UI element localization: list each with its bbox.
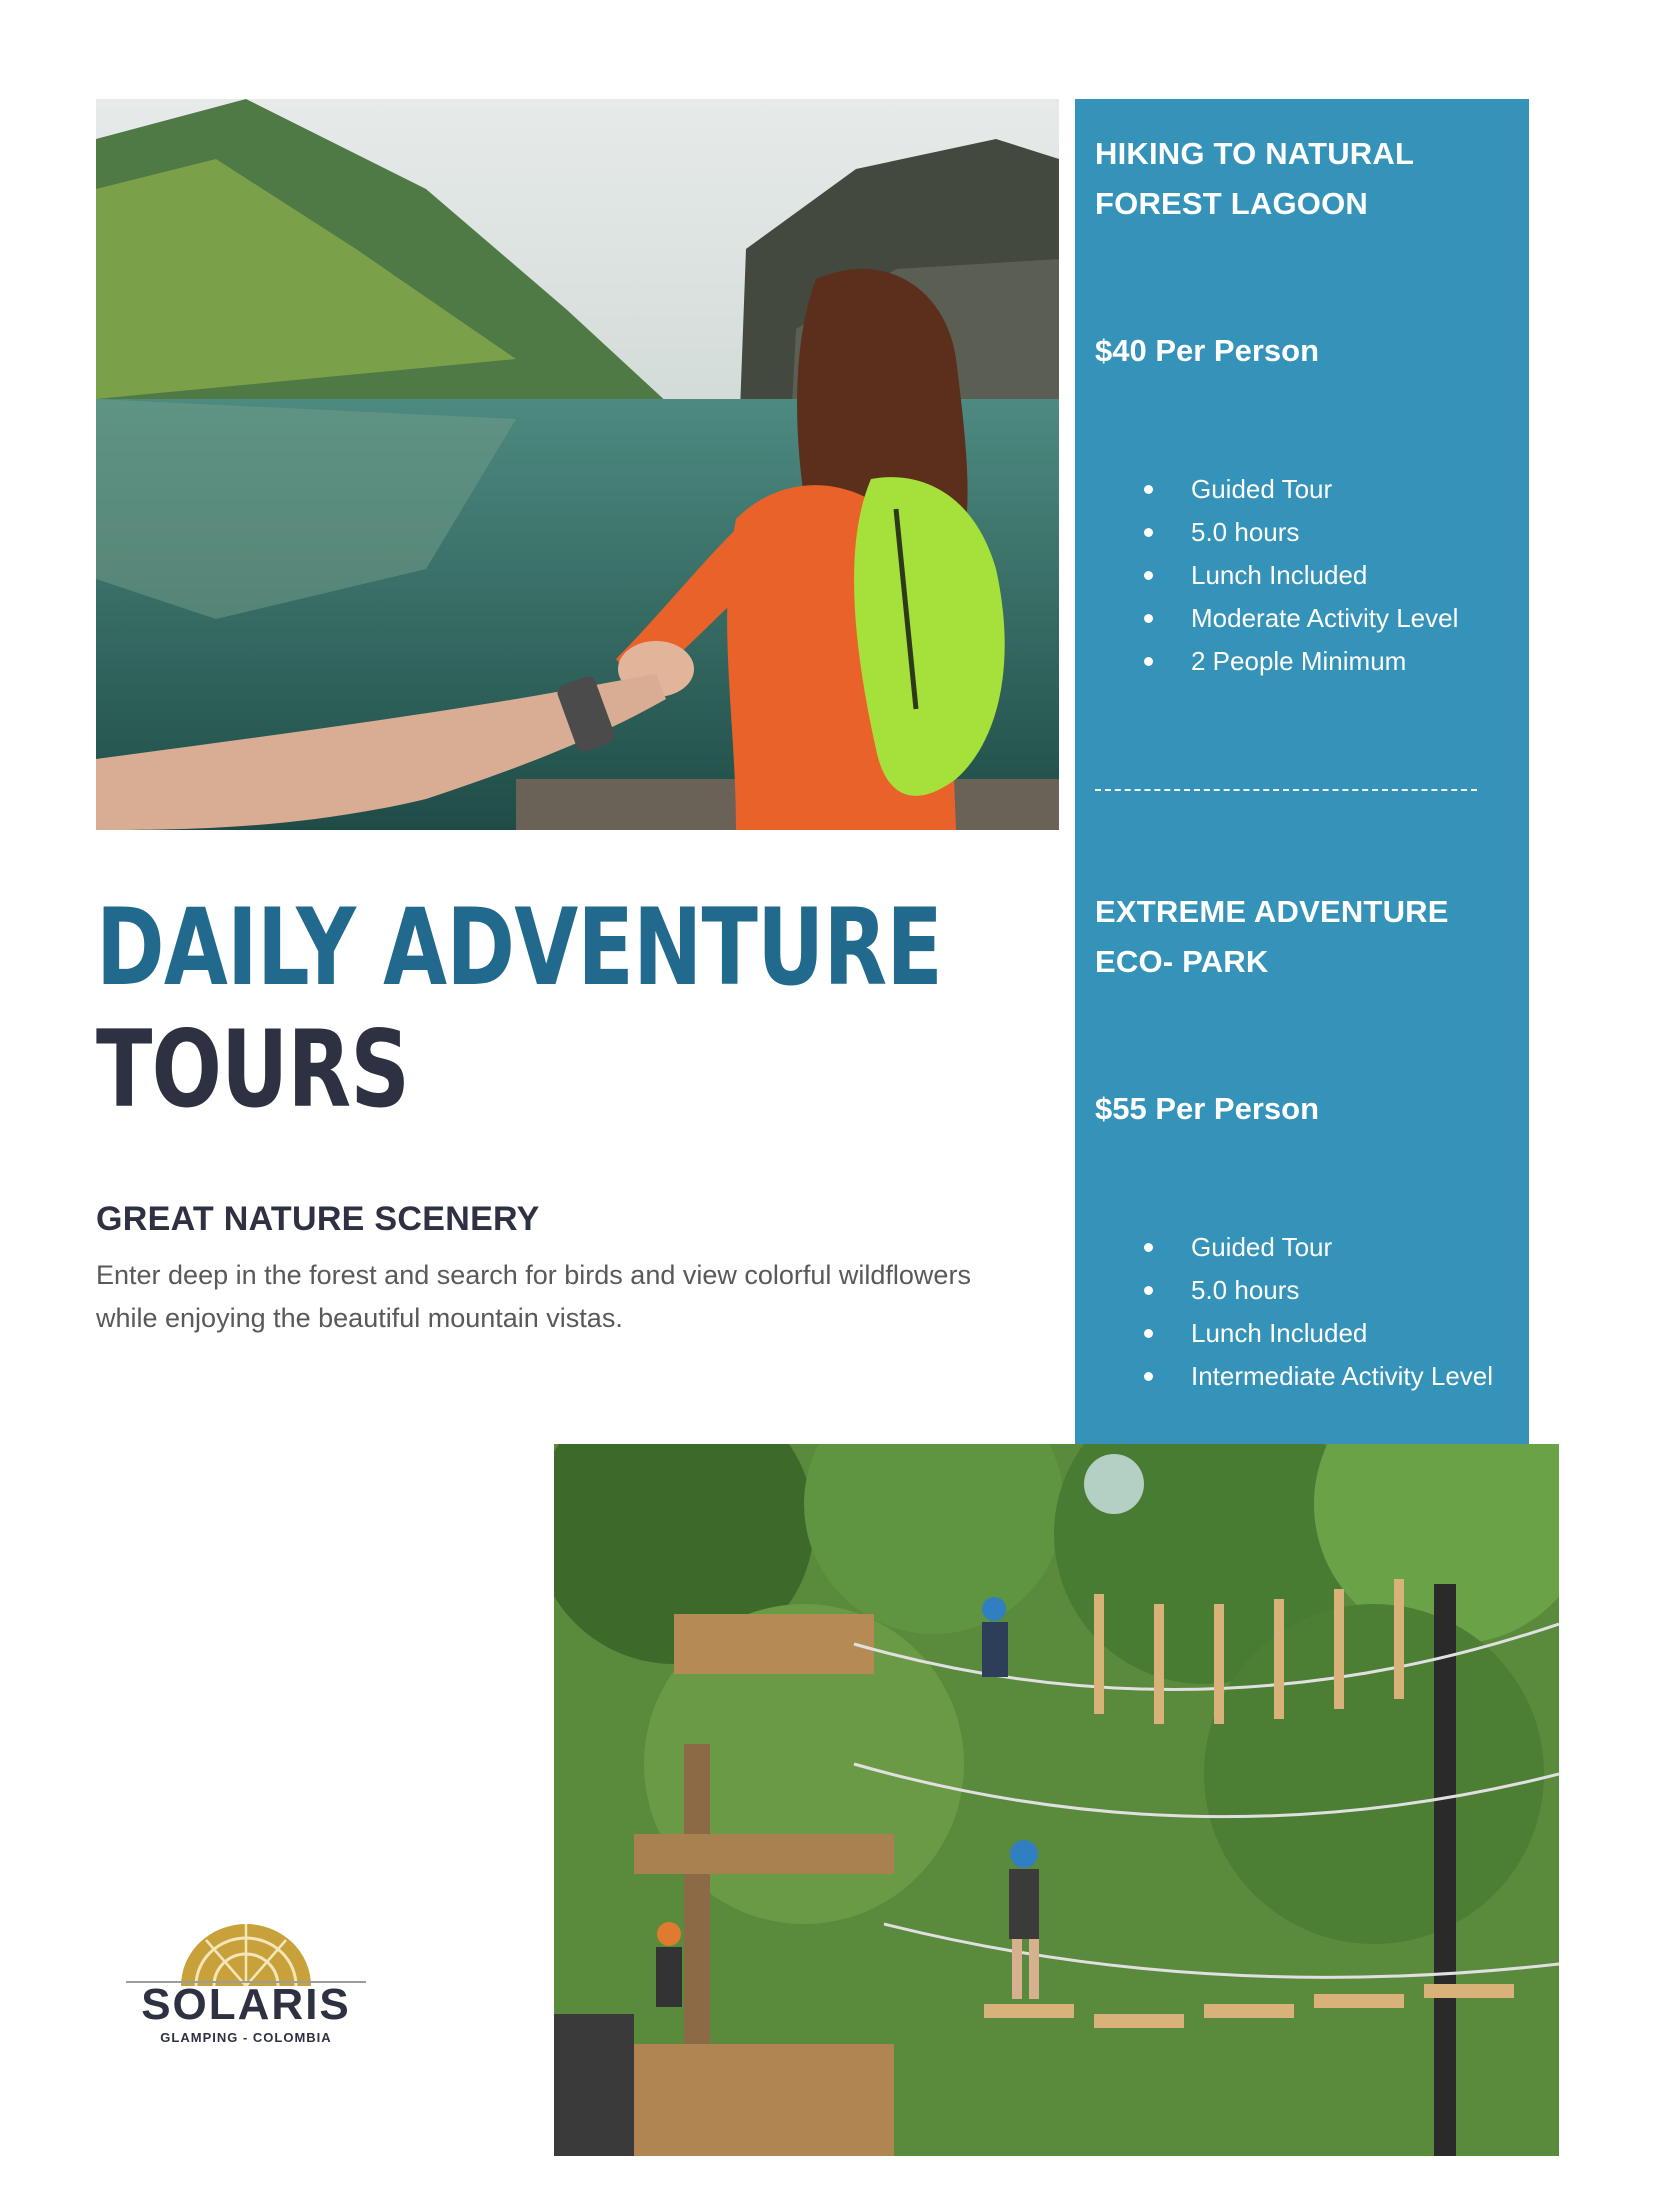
tour-info-panel — [1075, 99, 1529, 1579]
tour-2-features — [1075, 1227, 1529, 1399]
subheading: GREAT NATURE SCENERY — [96, 1200, 540, 1238]
feature-item: Guided Tour — [1075, 1227, 1529, 1268]
tour-2-price: $55 Per Person — [1095, 1091, 1320, 1126]
tour-1-title-line2: FOREST LAGOON — [1095, 186, 1368, 221]
feature-item: 2 People Minimum — [1075, 641, 1529, 682]
hiker-lake-photo — [96, 99, 1059, 830]
tour-1-title — [1095, 129, 1495, 229]
feature-item: Guided Tour — [1075, 469, 1529, 510]
feature-item: Lunch Included — [1075, 1313, 1529, 1354]
description: Enter deep in the forest and search for birds and view colorful wildflowers while enjoying the beautiful mountain vistas. — [96, 1260, 971, 1333]
logo-name: SOLARIS — [141, 1980, 351, 2029]
headline-line1: DAILY ADVENTURE — [96, 886, 943, 1009]
solaris-logo — [126, 1920, 366, 2054]
ropes-course-photo — [554, 1444, 1559, 2156]
headline-line2: TOURS — [96, 1008, 410, 1131]
tour-2-title-line1: EXTREME ADVENTURE — [1095, 894, 1449, 929]
logo-tagline: GLAMPING - COLOMBIA — [160, 2030, 332, 2045]
feature-item: Moderate Activity Level — [1075, 598, 1529, 639]
section-divider — [1095, 789, 1477, 791]
feature-item: Intermediate Activity Level — [1075, 1356, 1529, 1397]
feature-item: Lunch Included — [1075, 555, 1529, 596]
tour-1-features — [1075, 469, 1529, 684]
tour-1-title-line1: HIKING TO NATURAL — [1095, 136, 1415, 171]
feature-item: 5.0 hours — [1075, 512, 1529, 553]
tour-2-title-line2: ECO- PARK — [1095, 944, 1269, 979]
feature-item: 5.0 hours — [1075, 1270, 1529, 1311]
tour-1-price: $40 Per Person — [1095, 333, 1320, 368]
tour-2-title — [1095, 887, 1495, 987]
